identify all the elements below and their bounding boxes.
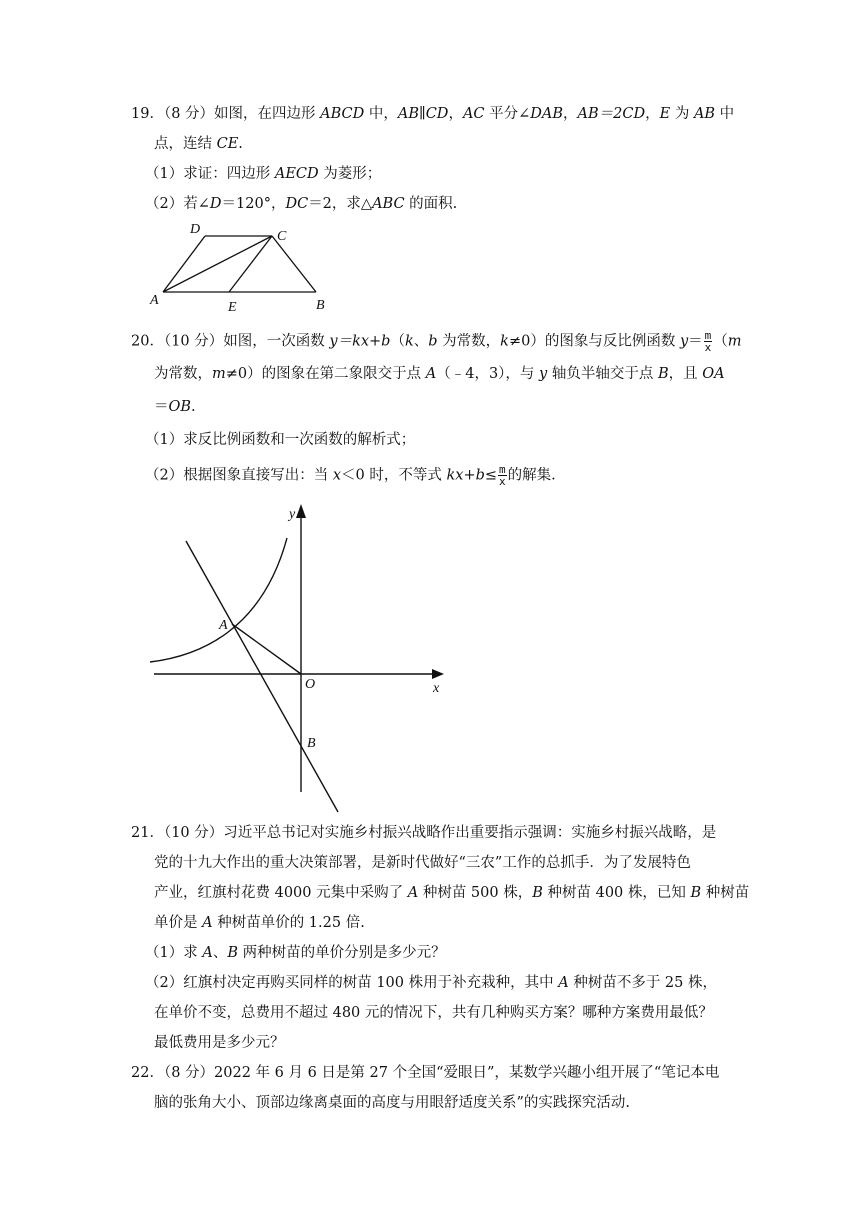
text: D [209, 196, 222, 212]
fraction-m-over-x [704, 330, 713, 353]
text: （ [390, 333, 405, 350]
text: A [202, 945, 213, 961]
text: B [657, 366, 669, 382]
label-A: A [219, 618, 228, 633]
q22-line-2 [154, 1093, 630, 1113]
text: ＜0 时，不等式 [341, 467, 447, 484]
label-x: x [433, 681, 440, 696]
text: k [404, 333, 414, 350]
text: 点，连结 [154, 136, 217, 152]
text: 在单价不变，总费用不超过 480 元的情况下，共有几种购买方案？哪种方案费用最低？ [154, 1005, 713, 1021]
text: 的面积. [404, 196, 458, 212]
text: （2）若∠ [145, 196, 210, 212]
text: B [532, 885, 543, 901]
text: （﹣4，3），与 [436, 366, 540, 382]
text: b [428, 333, 438, 350]
label-C: C [277, 229, 287, 244]
text: x [332, 467, 342, 484]
text: A [202, 915, 213, 931]
text: ＝ [688, 333, 703, 350]
q20-line-3 [154, 397, 196, 417]
q20-line-1 [131, 330, 742, 353]
text: 为常数， [154, 366, 212, 382]
text: 为 [670, 106, 694, 122]
label-D: D [190, 222, 201, 237]
numerator: m [704, 329, 712, 342]
q21-part-1 [145, 943, 446, 963]
text: y＝kx+b [329, 333, 391, 350]
text: ， [563, 106, 578, 122]
q21-line-4 [154, 913, 365, 933]
text: 单价是 [154, 915, 203, 931]
text: 种树苗单价的 1.25 倍. [212, 915, 365, 931]
text: 中 [715, 106, 735, 122]
denominator: x [704, 341, 712, 354]
text: . [191, 399, 196, 415]
text: ≠0）的图象与反比例函数 [508, 333, 680, 350]
text: 两种树苗的单价分别是多少元？ [237, 945, 446, 961]
text: A [425, 366, 437, 382]
text: ， [645, 106, 660, 122]
fraction-m-over-x [498, 464, 507, 487]
q20-part-1 [145, 430, 415, 450]
text: ≤ [484, 467, 498, 484]
text: 平分∠ [484, 106, 531, 122]
text: （2）红旗村决定再购买同样的树苗 100 株用于补充栽种，其中 [145, 975, 559, 991]
q21-part-2-cont-1 [154, 1003, 713, 1023]
text: AECD [274, 166, 319, 182]
q19-part-1 [145, 164, 381, 184]
text: 21．（10 分）习近平总书记对实施乡村振兴战略作出重要指示强调：实施乡村振兴战略，是 [131, 825, 717, 841]
q21-line-3 [154, 883, 749, 903]
q19-line-1 [131, 104, 734, 124]
text: DAB [530, 106, 564, 122]
text: ≠0）的图象在第二象限交于点 [225, 366, 426, 382]
text: . [238, 136, 243, 152]
text: （1）求反比例函数和一次函数的解析式； [145, 432, 416, 448]
text: 20．（10 分）如图，一次函数 [131, 333, 330, 350]
text: 种树苗 500 株， [418, 885, 533, 901]
text: 种树苗 400 株，已知 [542, 885, 691, 901]
text: 产业，红旗村花费 4000 元集中采购了 [154, 885, 408, 901]
text: CE [216, 136, 239, 152]
text: A [407, 885, 419, 901]
text: 19．（8 分）如图，在四边形 [131, 106, 321, 122]
text: B [227, 945, 238, 961]
label-O: O [305, 677, 316, 692]
text: A [558, 975, 569, 991]
text: AB＝2CD [577, 106, 646, 122]
text: kx+b [446, 467, 485, 484]
text: （1）求 [145, 945, 203, 961]
text: 为菱形； [318, 166, 382, 182]
numerator: m [499, 463, 506, 476]
text: 种树苗不多于 25 株， [568, 975, 717, 991]
text: DC [285, 196, 309, 212]
text: （ [713, 333, 728, 350]
q19-part-2 [145, 194, 457, 214]
text: ABCD [320, 106, 365, 122]
text: y [679, 333, 689, 350]
text: 中， [364, 106, 398, 122]
text: E [659, 106, 671, 122]
text: ＝ [154, 399, 169, 415]
text: 为常数， [437, 333, 501, 350]
text: AC [462, 106, 485, 122]
text: ＝120°， [221, 196, 286, 212]
label-B: B [307, 736, 316, 751]
text: 脑的张角大小、顶部边缘离桌面的高度与用眼舒适度关系”的实践探究活动. [154, 1095, 631, 1111]
q21-line-1 [131, 823, 716, 843]
text: 种树苗 [701, 885, 750, 901]
q20-part-2 [145, 464, 556, 487]
q22-line-1 [131, 1063, 719, 1083]
text: 、 [212, 945, 228, 961]
text: B [690, 885, 702, 901]
text: （1）求证：四边形 [145, 166, 275, 182]
text: ABC [372, 196, 405, 212]
label-E: E [228, 300, 237, 315]
q20-line-2 [154, 364, 725, 384]
text: OB [168, 399, 192, 415]
text: 党的十九大作出的重大决策部署，是新时代做好“三农”工作的总抓手．为了发展特色 [154, 855, 691, 871]
q21-part-2 [145, 973, 717, 993]
text: ＝2，求△ [308, 196, 373, 212]
text: AB∥CD [397, 106, 449, 122]
text: 22．（8 分）2022 年 6 月 6 日是第 27 个全国“爱眼日”，某数学兴趣小组开展了“笔记本电 [131, 1065, 720, 1081]
text: 最低费用是多少元？ [154, 1035, 285, 1051]
label-y: y [289, 507, 296, 522]
label-A: A [150, 293, 159, 308]
text: ， [448, 106, 463, 122]
text: y [539, 366, 548, 382]
text: 、 [413, 333, 429, 350]
text: 的解集. [507, 467, 556, 484]
text: k [500, 333, 509, 350]
text: 轴负半轴交于点 [547, 366, 658, 382]
text: m [212, 366, 226, 382]
text: AB [693, 106, 716, 122]
q21-line-2 [154, 853, 691, 873]
q21-part-2-cont-2 [154, 1033, 285, 1053]
denominator: x [499, 475, 506, 488]
label-B: B [316, 298, 325, 313]
text: ，且 [668, 366, 703, 382]
text: （2）根据图象直接写出：当 [145, 467, 333, 484]
text: OA [702, 366, 725, 382]
text: m [727, 333, 742, 350]
q19-line-2 [154, 134, 243, 154]
